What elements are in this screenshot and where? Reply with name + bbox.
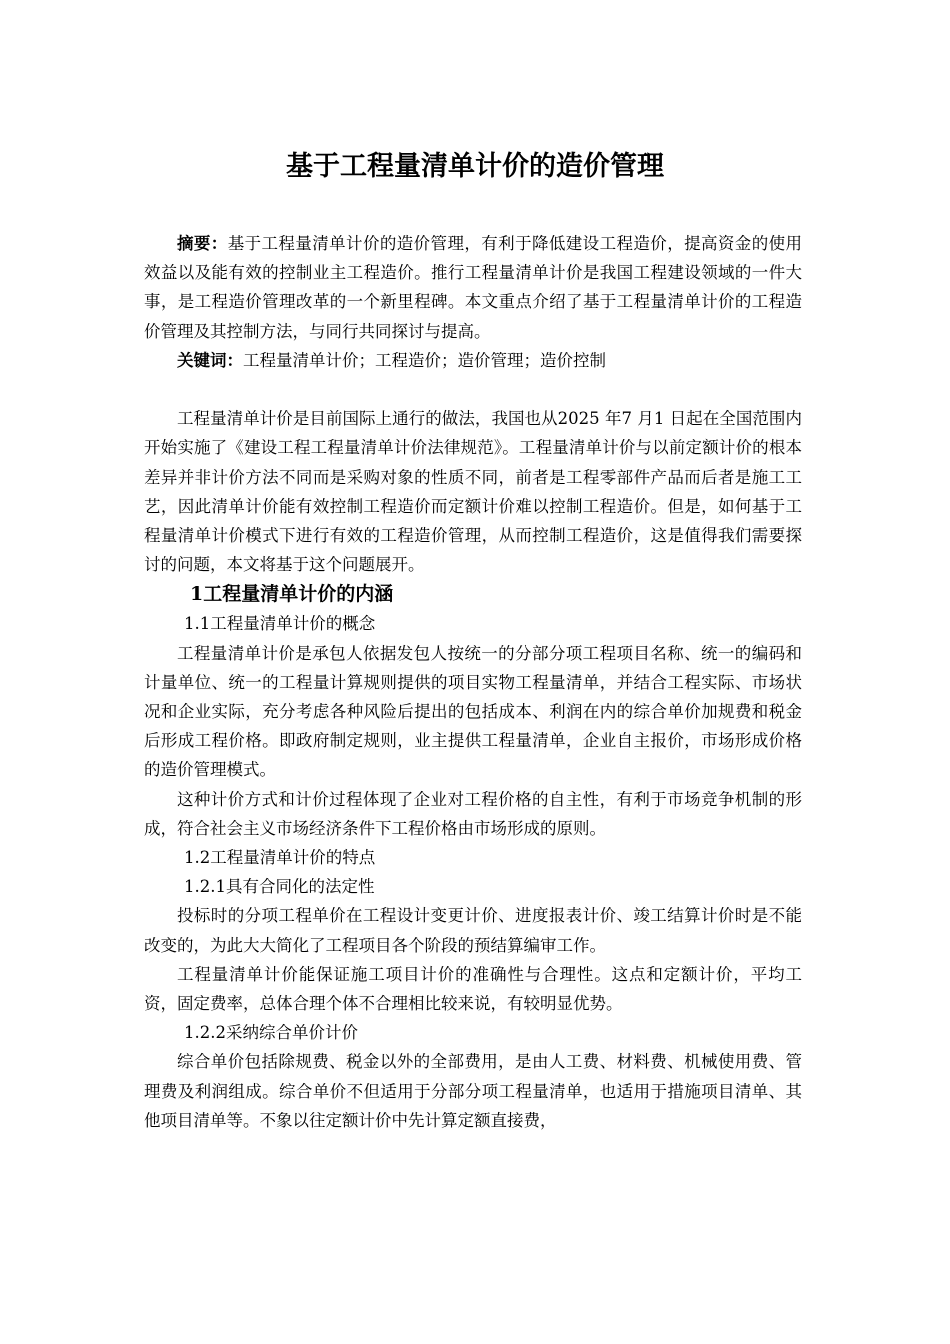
- body-paragraph: 工程量清单计价是承包人依据发包人按统一的分部分项工程项目名称、统一的编码和计量单位、统一的工程量计算规则提供的项目实物工程量清单，并结合工程实际、市场状况和企业实际，充分考虑各种风险后提出的包括成本、利润在内的综合单价加规费和税金后形成工程价格。即政府制定规则，业主提供工程量清单，企业自主报价，市场形成价格的造价管理模式。: [144, 643, 802, 780]
- keywords-text: 工程量清单计价；工程造价；造价管理；造价控制: [243, 350, 606, 370]
- body-paragraph: 投标时的分项工程单价在工程设计变更计价、进度报表计价、竣工结算计价时是不能改变的，为此大大简化了工程项目各个阶段的预结算编审工作。: [144, 906, 802, 955]
- abstract-label: 摘要：: [177, 234, 228, 253]
- subsubsection-heading: 1.2.2采纳综合单价计价: [184, 1023, 358, 1043]
- document-body: [144, 229, 802, 1135]
- body-paragraph: 这种计价方式和计价过程体现了企业对工程价格的自主性，有利于市场竞争机制的形成，符合社会主义市场经济条件下工程价格由市场形成的原则。: [144, 789, 802, 838]
- blank-line: [144, 375, 802, 404]
- subsection-heading: 1.2工程量清单计价的特点: [184, 848, 376, 868]
- abstract-text: 基于工程量清单计价的造价管理，有利于降低建设工程造价，提高资金的使用效益以及能有效的控制业主工程造价。推行工程量清单计价是我国工程建设领域的一件大事，是工程造价管理改革的一个新里程碑。本文重点介绍了基于工程量清单计价的工程造价管理及其控制方法，与同行共同探讨与提高。: [144, 234, 803, 341]
- keywords-paragraph: [144, 346, 802, 375]
- subsection-heading: 1.1工程量清单计价的概念: [184, 614, 376, 634]
- body-paragraph: 工程量清单计价能保证施工项目计价的准确性与合理性。这点和定额计价，平均工资，固定费率，总体合理个体不合理相比较来说，有较明显优势。: [144, 964, 802, 1014]
- abstract-paragraph: [144, 229, 802, 346]
- body-paragraph: 综合单价包括除规费、税金以外的全部费用，是由人工费、材料费、机械使用费、管理费及利润组成。综合单价不但适用于分部分项工程量清单，也适用于措施项目清单、其他项目清单等。不象以往定额计价中先计算定额直接费，: [144, 1052, 802, 1130]
- section-heading: 1工程量清单计价的内涵: [190, 583, 394, 606]
- keywords-label: 关键词：: [177, 350, 243, 370]
- subsubsection-heading: 1.2.1具有合同化的法定性: [184, 877, 375, 897]
- document-title: 基于工程量清单计价的造价管理: [286, 151, 664, 182]
- intro-paragraph: 工程量清单计价是目前国际上通行的做法，我国也从2025 年7 月1 日起在全国范围内开始实施了《建设工程工程量清单计价法律规范》。工程量清单计价与以前定额计价的根本差异并非计价方法不同而是采购对象的性质不同，前者是工程零部件产品而后者是施工工艺，因此清单计价能有效控制工程造价而定额计价难以控制工程造价。但是，如何基于工程量清单计价模式下进行有效的工程造价管理，从而控制工程造价，这是值得我们需要探讨的问题，本文将基于这个问题展开。: [144, 409, 802, 575]
